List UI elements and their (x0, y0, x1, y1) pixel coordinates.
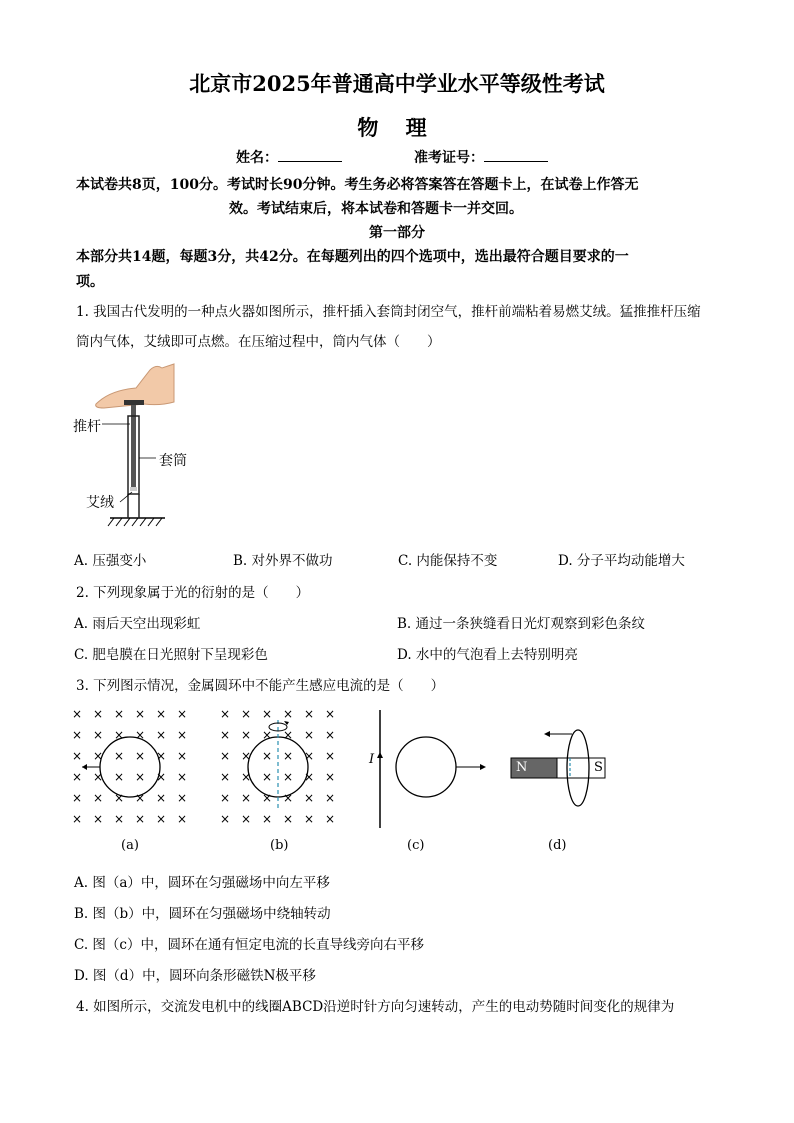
field-cross-mark: × (324, 812, 336, 826)
field-cross-mark: × (113, 707, 125, 721)
current-label: I (369, 752, 375, 767)
field-cross-mark: × (240, 812, 252, 826)
field-cross-mark: × (155, 770, 167, 784)
field-cross-mark: × (282, 728, 294, 742)
name-field (236, 147, 342, 167)
ring-b (248, 737, 308, 797)
q3-stem: 3. 下列图示情况，金属圆环中不能产生感应电流的是（ ） (76, 678, 445, 694)
label-moxa: 艾绒 (86, 495, 114, 511)
field-cross-mark: × (113, 770, 125, 784)
q2-option-b: B. 通过一条狭缝看日光灯观察到彩色条纹 (397, 616, 646, 632)
field-cross-mark: × (92, 812, 104, 826)
field-cross-mark: × (240, 791, 252, 805)
fig-b-label: (b) (270, 838, 289, 853)
label-sleeve: 套筒 (159, 453, 187, 469)
field-cross-mark: × (176, 791, 188, 805)
rod-cap (124, 400, 144, 405)
field-cross-mark: × (113, 728, 125, 742)
field-cross-mark: × (113, 749, 125, 763)
q3-figures (60, 700, 640, 835)
field-cross-mark: × (176, 707, 188, 721)
field-cross-mark: × (261, 749, 273, 763)
field-cross-mark: × (176, 728, 188, 742)
name-label: 姓名： (236, 150, 278, 166)
field-cross-mark: × (71, 770, 83, 784)
part1-intro-line-1: 本部分共14题，每题3分，共42分。在每题列出的四个选项中，选出最符合题目要求的一 (76, 249, 629, 265)
field-cross-mark: × (155, 707, 167, 721)
moxa (130, 487, 137, 491)
field-cross-mark: × (261, 770, 273, 784)
q3-option-d: D. 图（d）中，圆环向条形磁铁N极平移 (74, 968, 316, 984)
notice-line-2: 效。考试结束后，将本试卷和答题卡一并交回。 (229, 201, 523, 217)
current-arrow-icon (377, 752, 383, 758)
field-cross-mark: × (113, 791, 125, 805)
exam-no-blank (484, 149, 548, 162)
field-cross-mark: × (92, 749, 104, 763)
q1-stem-line-2: 筒内气体，艾绒即可点燃。在压缩过程中，筒内气体（ ） (76, 334, 441, 350)
q1-stem-line-1: 1. 我国古代发明的一种点火器如图所示，推杆插入套筒封闭空气，推杆前端粘着易燃艾绒。猛推推杆压缩 (76, 304, 701, 320)
field-cross-mark: × (219, 812, 231, 826)
notice-line-1: 本试卷共8页，100分。考试时长90分钟。考生务必将答案答在答题卡上，在试卷上作答无 (76, 177, 639, 193)
fig-c-label: (c) (407, 838, 425, 853)
field-cross-mark: × (240, 770, 252, 784)
q2-option-d: D. 水中的气泡看上去特别明亮 (397, 647, 578, 663)
field-cross-mark: × (303, 812, 315, 826)
subject-title: 物 理 (357, 115, 437, 140)
field-cross-mark: × (303, 749, 315, 763)
field-cross-mark: × (219, 749, 231, 763)
field-cross-mark: × (92, 707, 104, 721)
label-push-rod: 推杆 (73, 419, 101, 435)
field-cross-mark: × (303, 707, 315, 721)
field-cross-mark: × (71, 728, 83, 742)
magnet-n-label: N (516, 760, 528, 775)
q3-option-b: B. 图（b）中，圆环在匀强磁场中绕轴转动 (74, 906, 331, 922)
field-cross-mark: × (155, 791, 167, 805)
exam-title: 北京市2025年普通高中学业水平等级性考试 (189, 71, 605, 96)
field-cross-mark: × (282, 791, 294, 805)
field-cross-mark: × (240, 707, 252, 721)
q1-option-b: B. 对外界不做功 (233, 553, 333, 569)
field-cross-mark: × (71, 707, 83, 721)
magnet-s-label: S (594, 760, 603, 775)
field-cross-mark: × (261, 707, 273, 721)
q2-stem: 2. 下列现象属于光的衍射的是（ ） (76, 585, 310, 601)
name-blank (278, 149, 342, 162)
field-cross-mark: × (219, 707, 231, 721)
field-cross-mark: × (219, 728, 231, 742)
field-cross-mark: × (92, 728, 104, 742)
field-cross-mark: × (282, 770, 294, 784)
field-cross-mark: × (261, 791, 273, 805)
field-cross-mark: × (303, 728, 315, 742)
field-cross-mark: × (134, 812, 146, 826)
field-cross-mark: × (324, 728, 336, 742)
field-cross-mark: × (176, 749, 188, 763)
field-cross-mark: × (155, 812, 167, 826)
field-cross-mark: × (282, 749, 294, 763)
field-cross-mark: × (219, 770, 231, 784)
field-cross-mark: × (324, 770, 336, 784)
field-grid-b (220, 707, 335, 826)
field-cross-mark: × (134, 749, 146, 763)
field-cross-mark: × (134, 770, 146, 784)
field-cross-mark: × (134, 707, 146, 721)
field-cross-mark: × (176, 770, 188, 784)
field-cross-mark: × (71, 791, 83, 805)
field-cross-mark: × (219, 791, 231, 805)
part1-intro-line-2: 项。 (76, 274, 104, 290)
ring-a (100, 737, 160, 797)
field-cross-mark: × (92, 770, 104, 784)
field-cross-mark: × (303, 791, 315, 805)
field-cross-mark: × (240, 728, 252, 742)
field-cross-mark: × (324, 707, 336, 721)
field-cross-mark: × (176, 812, 188, 826)
field-cross-mark: × (303, 770, 315, 784)
part1-heading: 第一部分 (369, 225, 425, 241)
q2-option-a: A. 雨后天空出现彩虹 (74, 616, 201, 632)
field-cross-mark: × (134, 791, 146, 805)
field-cross-mark: × (155, 749, 167, 763)
exam-no-label: 准考证号： (414, 150, 484, 166)
field-cross-mark: × (71, 749, 83, 763)
field-cross-mark: × (282, 812, 294, 826)
field-cross-mark: × (71, 812, 83, 826)
field-cross-mark: × (240, 749, 252, 763)
fig-d-label: (d) (548, 838, 567, 853)
field-cross-mark: × (155, 728, 167, 742)
q4-stem-line-1: 4. 如图所示，交流发电机中的线圈ABCD沿逆时针方向匀速转动，产生的电动势随时间变化的规律为 (76, 999, 675, 1015)
field-cross-mark: × (134, 728, 146, 742)
fig-a-label: (a) (121, 838, 139, 853)
field-cross-mark: × (92, 791, 104, 805)
field-cross-mark: × (113, 812, 125, 826)
q2-option-c: C. 肥皂膜在日光照射下呈现彩色 (74, 647, 268, 663)
ring-c (396, 737, 456, 797)
q3-option-a: A. 图（a）中，圆环在匀强磁场中向左平移 (74, 875, 330, 891)
exam-no-field (414, 147, 548, 167)
q1-option-a: A. 压强变小 (74, 553, 147, 569)
field-cross-mark: × (324, 749, 336, 763)
push-rod (131, 405, 136, 487)
q1-option-c: C. 内能保持不变 (398, 553, 498, 569)
field-cross-mark: × (324, 791, 336, 805)
field-cross-mark: × (282, 707, 294, 721)
q3-option-c: C. 图（c）中，圆环在通有恒定电流的长直导线旁向右平移 (74, 937, 424, 953)
field-cross-mark: × (261, 812, 273, 826)
q1-option-d: D. 分子平均动能增大 (558, 553, 685, 569)
field-cross-mark: × (261, 728, 273, 742)
